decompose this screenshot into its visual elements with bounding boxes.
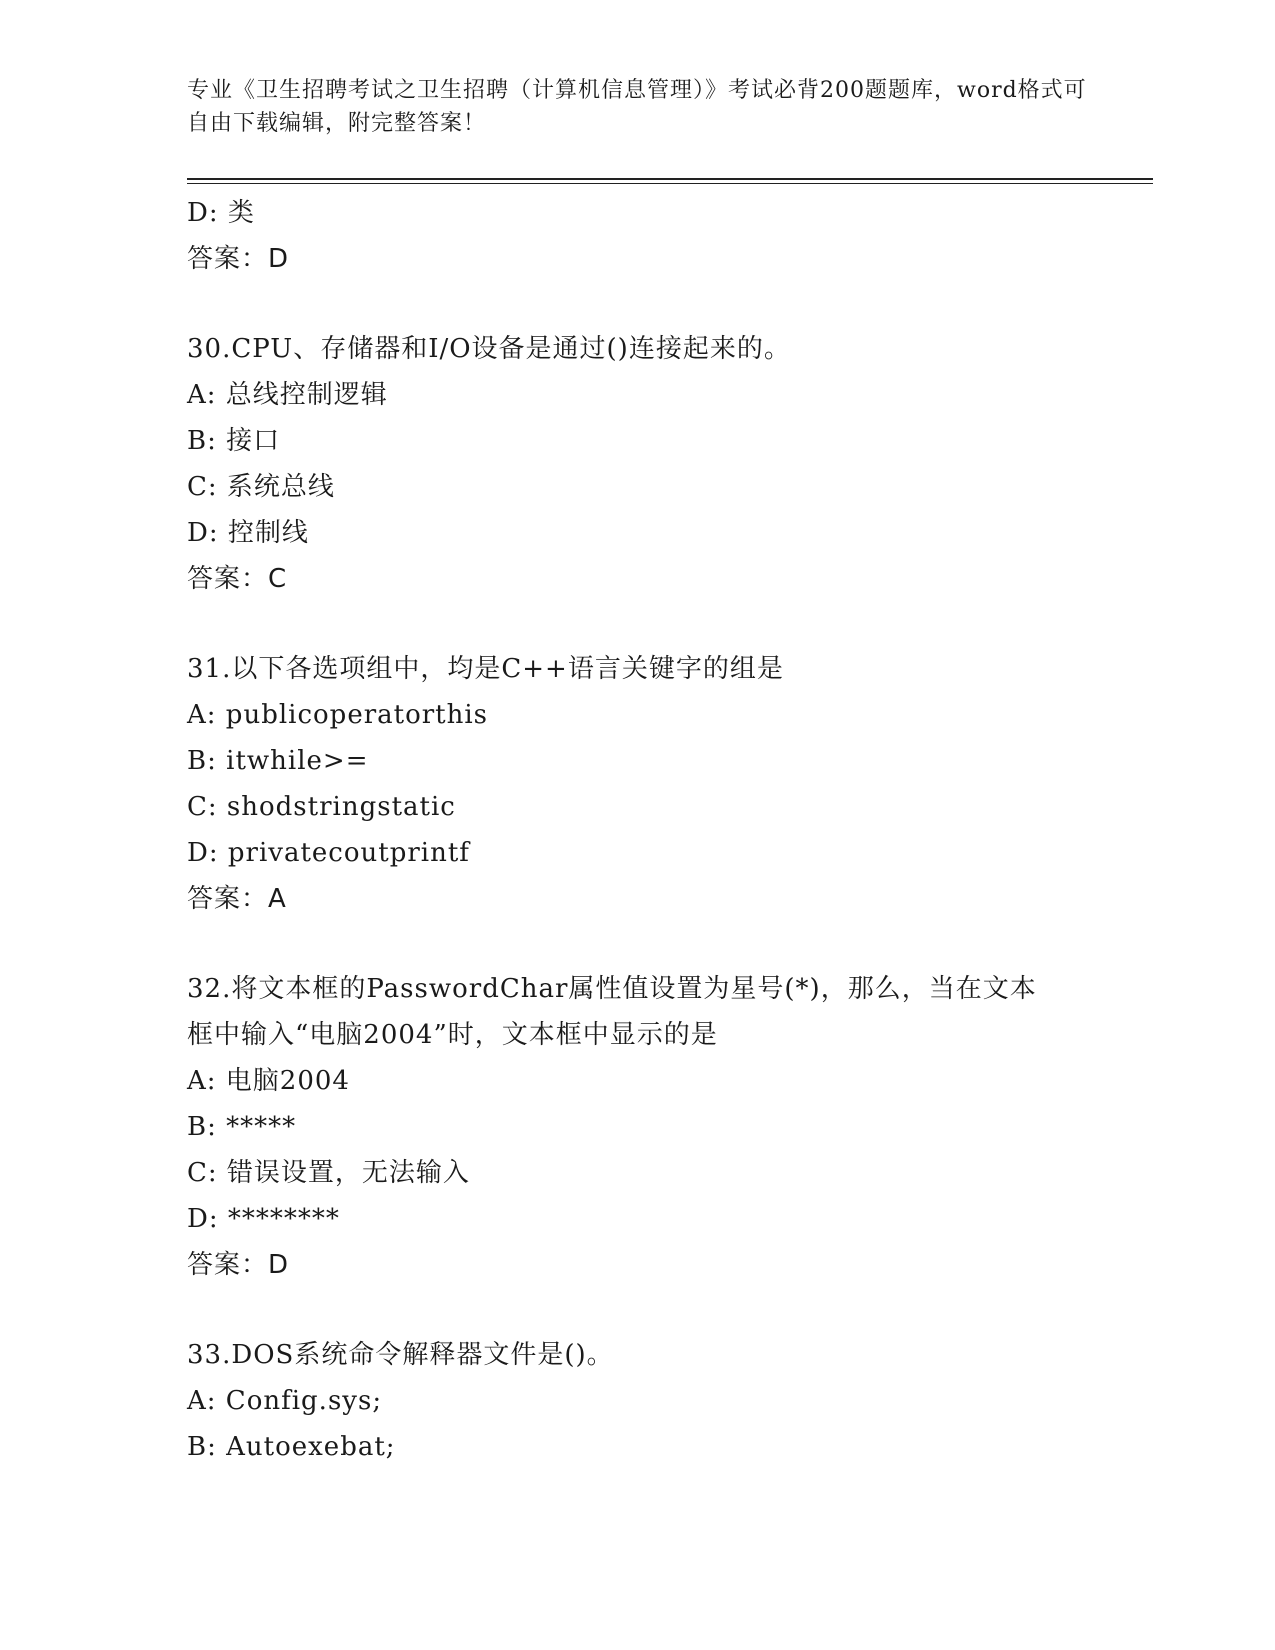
option-b: B: Autoexebat; [187,1432,396,1462]
question-32 [187,966,1087,1288]
option-b: B: ***** [187,1112,297,1142]
header-rule-thin [187,183,1153,184]
option-d: D: ******** [187,1204,340,1234]
question-fragment [187,190,1087,282]
option-a: A: 电脑2004 [187,1066,350,1096]
question-stem: 33.DOS系统命令解释器文件是()。 [187,1340,614,1370]
option-c: C: 错误设置，无法输入 [187,1158,470,1188]
answer-line: 答案：D [187,244,290,274]
spacer [187,922,1087,966]
option-c: C: shodstringstatic [187,792,456,822]
answer-line: 答案：D [187,1250,290,1280]
question-31 [187,646,1087,922]
spacer [187,282,1087,326]
answer-line: 答案：C [187,564,288,594]
option-d: D: privatecoutprintf [187,838,470,868]
question-stem: 31.以下各选项组中，均是C++语言关键字的组是 [187,654,784,684]
option-a: A: 总线控制逻辑 [187,380,388,410]
option-a: A: Config.sys; [187,1386,383,1416]
option-b: B: 接口 [187,426,281,456]
answer-line: 答案：A [187,884,287,914]
spacer [187,1288,1087,1332]
option-d: D: 控制线 [187,518,309,548]
document-header: 专业《卫生招聘考试之卫生招聘（计算机信息管理）》考试必背200题题库，word格式可自由下载编辑，附完整答案！ [187,78,1087,136]
question-list [187,190,1087,1470]
question-30 [187,326,1087,602]
question-stem: 30.CPU、存储器和I/O设备是通过()连接起来的。 [187,334,791,364]
option-d: D: 类 [187,198,255,228]
question-stem: 32.将文本框的PasswordChar属性值设置为星号(*)，那么，当在文本框中输入“电脑2004”时，文本框中显示的是 [187,974,1037,1050]
header-rule-thick [187,178,1153,180]
option-a: A: publicoperatorthis [187,700,489,730]
question-33 [187,1332,1087,1470]
spacer [187,602,1087,646]
option-b: B: itwhile>= [187,746,369,776]
option-c: C: 系统总线 [187,472,335,502]
